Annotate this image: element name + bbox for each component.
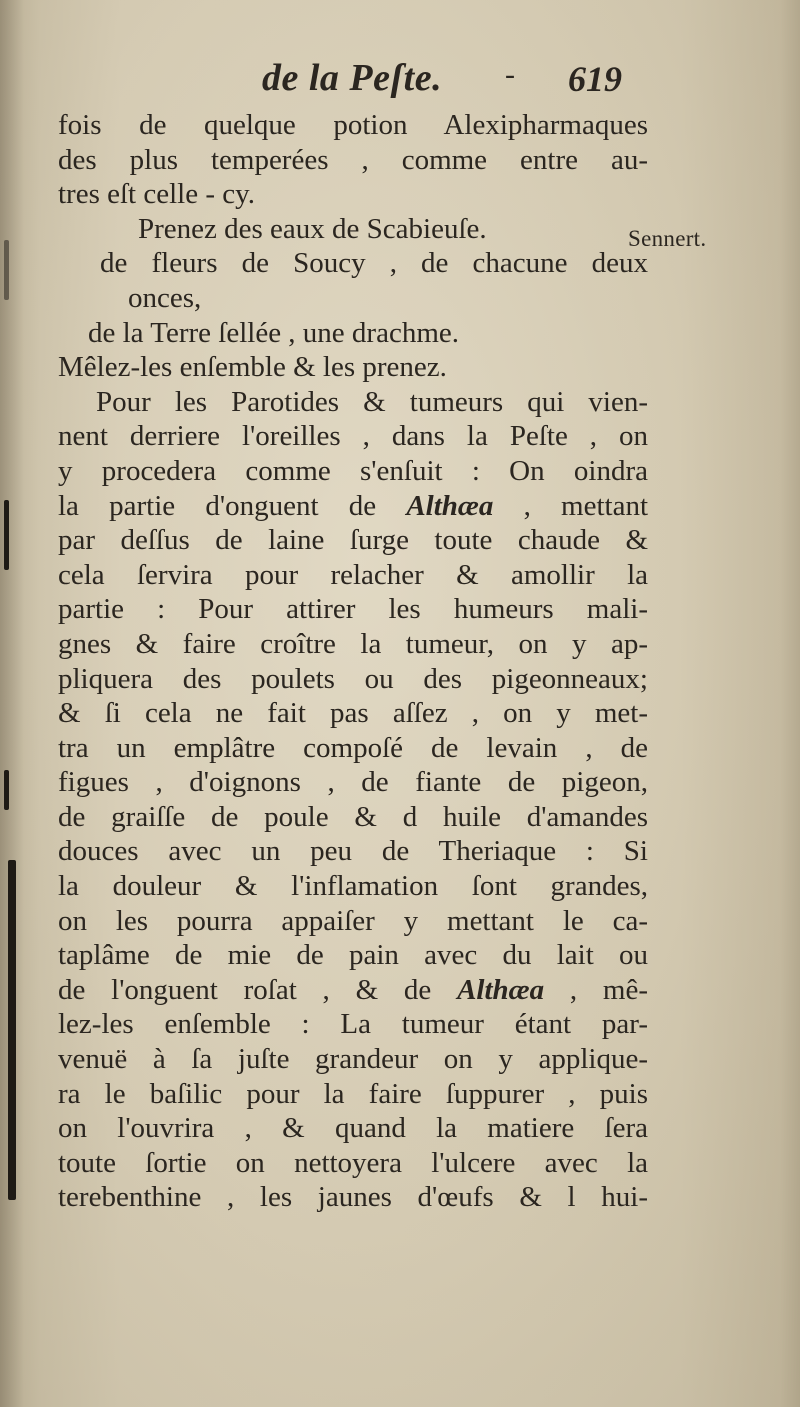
text-line: on l'ouvrira , & quand la matiere ſera (58, 1112, 648, 1145)
text-segment: , mê- (569, 973, 649, 1006)
text-line: taplâme de mie de pain avec du lait ou (58, 939, 648, 972)
text-line: y procedera comme s'enſuit : On oindra (58, 454, 648, 487)
page-header (0, 56, 800, 106)
edge-mark (8, 860, 16, 1200)
text-line: douces avec un peu de Theriaque : Si (58, 835, 648, 868)
text-line: figues , d'oignons , de fiante de pigeon, (58, 766, 648, 799)
text-line: & ſi cela ne fait pas aſſez , on y met- (58, 697, 648, 730)
text-segment: de l'onguent roſat , & de (58, 973, 432, 1006)
recipe-line: Mêlez-les enſemble & les prenez. (58, 351, 447, 384)
text-line (58, 973, 648, 1008)
text-line: nent derriere l'oreilles , dans la Peſte , on (58, 420, 648, 453)
text-line: Pour les Parotides & tumeurs qui vien- (96, 385, 648, 418)
text-line: tres eſt celle - cy. (58, 178, 255, 211)
edge-mark (4, 770, 9, 810)
text-line: terebenthine , les jaunes d'œufs & l hui- (58, 1181, 648, 1214)
text-line: on les pourra appaiſer y mettant le ca- (58, 904, 648, 937)
recipe-line: onces, (128, 281, 202, 314)
italic-term: Althæa (457, 973, 545, 1006)
text-line: partie : Pour attirer les humeurs mali- (58, 593, 648, 626)
text-line: ra le baſilic pour la faire ſuppurer , puis (58, 1077, 648, 1110)
text-line: toute ſortie on nettoyera l'ulcere avec la (58, 1146, 648, 1179)
text-line: cela ſervira pour relacher & amollir la (58, 558, 648, 591)
text-line: pliquera des poulets ou des pigeonneaux; (58, 662, 648, 695)
text-line: lez-les enſemble : La tumeur étant par- (58, 1008, 648, 1041)
text-segment: , mettant (523, 489, 649, 522)
text-line: fois de quelque potion Alexipharmaques (58, 109, 648, 141)
text-line: gnes & faire croître la tumeur, on y ap- (58, 627, 648, 660)
text-line: tra un emplâtre compoſé de levain , de (58, 731, 648, 764)
header-dash: - (505, 58, 515, 91)
text-line (58, 489, 648, 524)
text-line: par deſſus de laine ſurge toute chaude & (58, 524, 648, 557)
running-title: de la Peſte. (262, 57, 443, 99)
margin-note: Sennert. (628, 226, 707, 251)
edge-mark (4, 240, 9, 300)
body-text (58, 108, 648, 1215)
text-line: des plus temperées , comme entre au- (58, 143, 648, 176)
italic-term: Althæa (406, 489, 494, 522)
recipe-line: de la Terre ſellée , une drachme. (88, 316, 460, 349)
text-line: de graiſſe de poule & d huile d'amandes (58, 800, 648, 833)
recipe-line: de fleurs de Soucy , de chacune deux (100, 247, 648, 280)
text-line: venuë à ſa juſte grandeur on y applique- (58, 1043, 648, 1076)
edge-mark (4, 500, 9, 570)
page-number: 619 (568, 59, 622, 99)
recipe-line: Prenez des eaux de Scabieuſe. (138, 212, 487, 245)
text-line: la douleur & l'inflamation ſont grandes, (58, 870, 648, 903)
text-segment: la partie d'onguent de (58, 489, 377, 522)
